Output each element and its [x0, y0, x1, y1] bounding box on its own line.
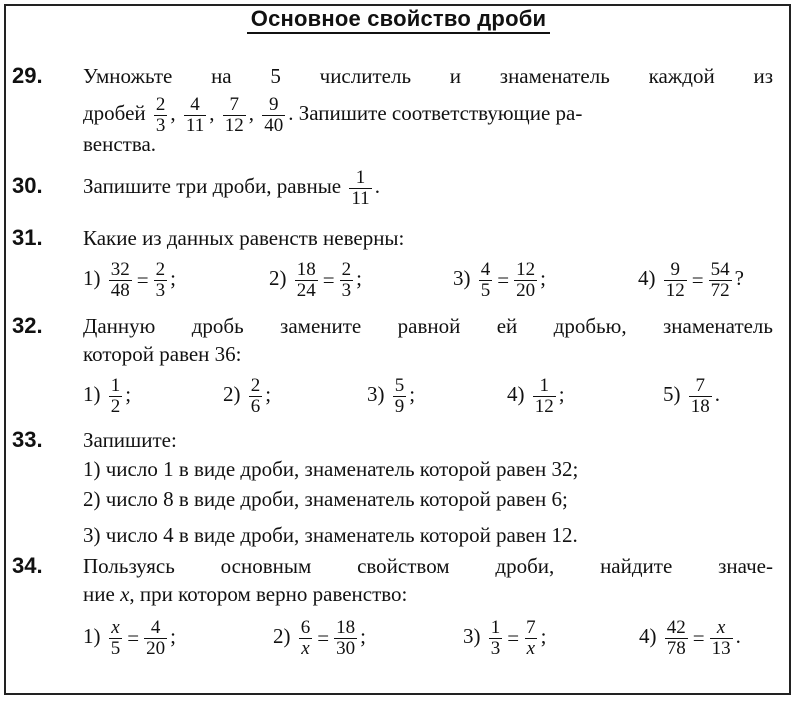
- fraction: $\frac{7}{12}$: [224, 93, 244, 136]
- task-33-item-3: 3) число 4 в виде дроби, знаменатель которой равен 12.: [83, 523, 578, 547]
- task-number: 31.: [12, 225, 43, 250]
- option-4: 4) $\frac{1}{12}$ ;: [507, 374, 565, 417]
- option-1: 1) $\frac{1}{2}$ ;: [83, 374, 132, 417]
- fraction: $\frac{1}{11}$: [351, 166, 370, 209]
- task-number: 33.: [12, 427, 43, 452]
- task-30-line: Запишите три дроби, равные $\frac{1}{11}$ .: [83, 166, 380, 209]
- page-title: Основное свойство дроби: [0, 6, 797, 32]
- task-31-options: [83, 256, 773, 306]
- fraction: $\frac{9}{40}$: [264, 93, 284, 136]
- task-33-item-1: 1) число 1 в виде дроби, знаменатель которой равен 32;: [83, 457, 579, 481]
- task-number: 29.: [12, 63, 43, 88]
- option-4: 4) $\frac{9}{12}$ = $\frac{54}{72}$ ?: [638, 258, 744, 301]
- task-32-line-1: Данную дробь замените равной ей дробью, знаменатель: [83, 314, 773, 338]
- task-34-line-1: Пользуясь основным свойством дроби, найдите значе-: [83, 554, 773, 578]
- task-number: 34.: [12, 553, 43, 578]
- option-5: 5) $\frac{7}{18}$ .: [663, 374, 720, 417]
- option-3: 3) $\frac{4}{5}$ = $\frac{12}{20}$ ;: [453, 258, 546, 301]
- option-3: 3) $\frac{5}{9}$ ;: [367, 374, 416, 417]
- option-1: 1) $\frac{32}{48}$ = $\frac{2}{3}$ ;: [83, 258, 176, 301]
- option-2: 2) $\frac{2}{6}$ ;: [223, 374, 272, 417]
- task-number: 32.: [12, 313, 43, 338]
- option-1: 1) $\frac{x}{5}$ = $\frac{4}{20}$ ;: [83, 616, 176, 659]
- task-34-options: [83, 614, 773, 664]
- option-4: 4) $\frac{42}{78}$ = $\frac{x}{13}$ .: [639, 616, 741, 659]
- task-29-line-3: венства.: [83, 132, 157, 156]
- task-29-line-2: дробей $\frac{2}{3}$ , $\frac{4}{11}$ , $\frac{7}{12}$ , $\frac{9}{40}$ . Запишите соответствующие ра-: [83, 93, 583, 136]
- task-32-options: [83, 372, 773, 422]
- task-34-line-2: ние x, при котором верно равенство:: [83, 582, 408, 606]
- task-33-line: Запишите:: [83, 428, 177, 452]
- task-29-line-1: Умножьте на 5 числитель и знаменатель каждой из: [83, 64, 773, 88]
- option-3: 3) $\frac{1}{3}$ = $\frac{7}{x}$ ;: [463, 616, 547, 659]
- task-32-line-2: которой равен 36:: [83, 342, 242, 366]
- option-2: 2) $\frac{18}{24}$ = $\frac{2}{3}$ ;: [269, 258, 362, 301]
- fraction: $\frac{4}{11}$: [185, 93, 205, 136]
- task-33-item-2: 2) число 8 в виде дроби, знаменатель которой равен 6;: [83, 487, 568, 511]
- task-31-line: Какие из данных равенств неверны:: [83, 226, 405, 250]
- option-2: 2) $\frac{6}{x}$ = $\frac{18}{30}$ ;: [273, 616, 366, 659]
- task-number: 30.: [12, 173, 43, 198]
- fraction: $\frac{2}{3}$: [155, 93, 166, 136]
